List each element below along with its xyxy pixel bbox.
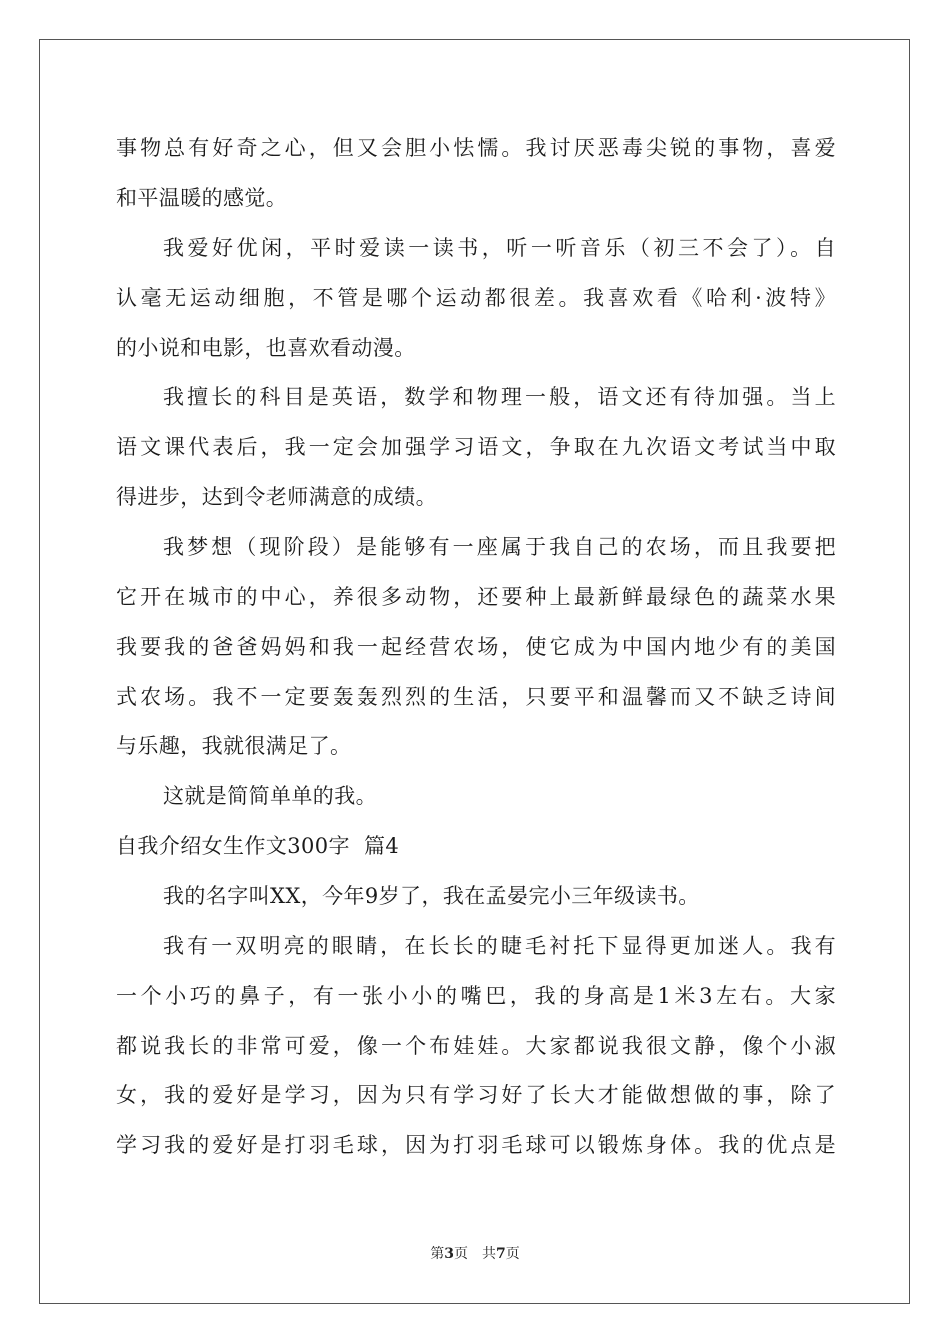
- text-line: 的小说和电影，也喜欢看动漫。: [116, 336, 416, 360]
- footer-page-number: 3: [444, 1246, 454, 1262]
- text-line: 一个小巧的鼻子，有一张小小的嘴巴，我的身高是1米3左右。大家: [116, 984, 836, 1008]
- text-line: 女，我的爱好是学习，因为只有学习好了长大才能做想做的事，除了: [116, 1083, 836, 1107]
- text-line: 式农场。我不一定要轰轰烈烈的生活，只要平和温馨而又不缺乏诗间: [116, 685, 836, 709]
- paragraph-first-line: 我梦想（现阶段）是能够有一座属于我自己的农场，而且我要把: [163, 535, 836, 559]
- text-line: 事物总有好奇之心，但又会胆小怯懦。我讨厌恶毒尖锐的事物，喜爱: [116, 136, 836, 160]
- text-line: 学习我的爱好是打羽毛球，因为打羽毛球可以锻炼身体。我的优点是: [116, 1133, 836, 1157]
- page-border: [39, 39, 910, 1304]
- text-line: 得进步，达到令老师满意的成绩。: [116, 485, 437, 509]
- text-line: 语文课代表后，我一定会加强学习语文，争取在九次语文考试当中取: [116, 435, 836, 459]
- paragraph-first-line: 这就是简简单单的我。: [163, 784, 377, 808]
- text-line: 和平温暖的感觉。: [116, 186, 288, 210]
- footer-total-prefix: 共: [482, 1246, 496, 1262]
- footer-page-suffix: 页: [454, 1246, 468, 1262]
- section-heading: 自我介绍女生作文300字 篇4: [116, 834, 400, 858]
- text-line: 与乐趣，我就很满足了。: [116, 734, 352, 758]
- page-footer: [0, 1245, 950, 1263]
- footer-total-number: 7: [496, 1246, 506, 1262]
- paragraph-first-line: 我爱好优闲，平时爱读一读书，听一听音乐（初三不会了）。自: [163, 236, 836, 260]
- footer-page-prefix: 第: [430, 1246, 445, 1262]
- paragraph-first-line: 我擅长的科目是英语，数学和物理一般，语文还有待加强。当上: [163, 385, 836, 409]
- paragraph-first-line: 我的名字叫XX，今年9岁了，我在孟晏完小三年级读书。: [163, 884, 700, 908]
- text-line: 认毫无运动细胞，不管是哪个运动都很差。我喜欢看《哈利·波特》: [116, 286, 836, 310]
- text-line: 都说我长的非常可爱，像一个布娃娃。大家都说我很文静，像个小淑: [116, 1034, 836, 1058]
- text-line: 它开在城市的中心，养很多动物，还要种上最新鲜最绿色的蔬菜水果: [116, 585, 836, 609]
- text-line: 我要我的爸爸妈妈和我一起经营农场，使它成为中国内地少有的美国: [116, 635, 836, 659]
- paragraph-first-line: 我有一双明亮的眼睛，在长长的睫毛衬托下显得更加迷人。我有: [163, 934, 836, 958]
- footer-total-suffix: 页: [505, 1246, 520, 1262]
